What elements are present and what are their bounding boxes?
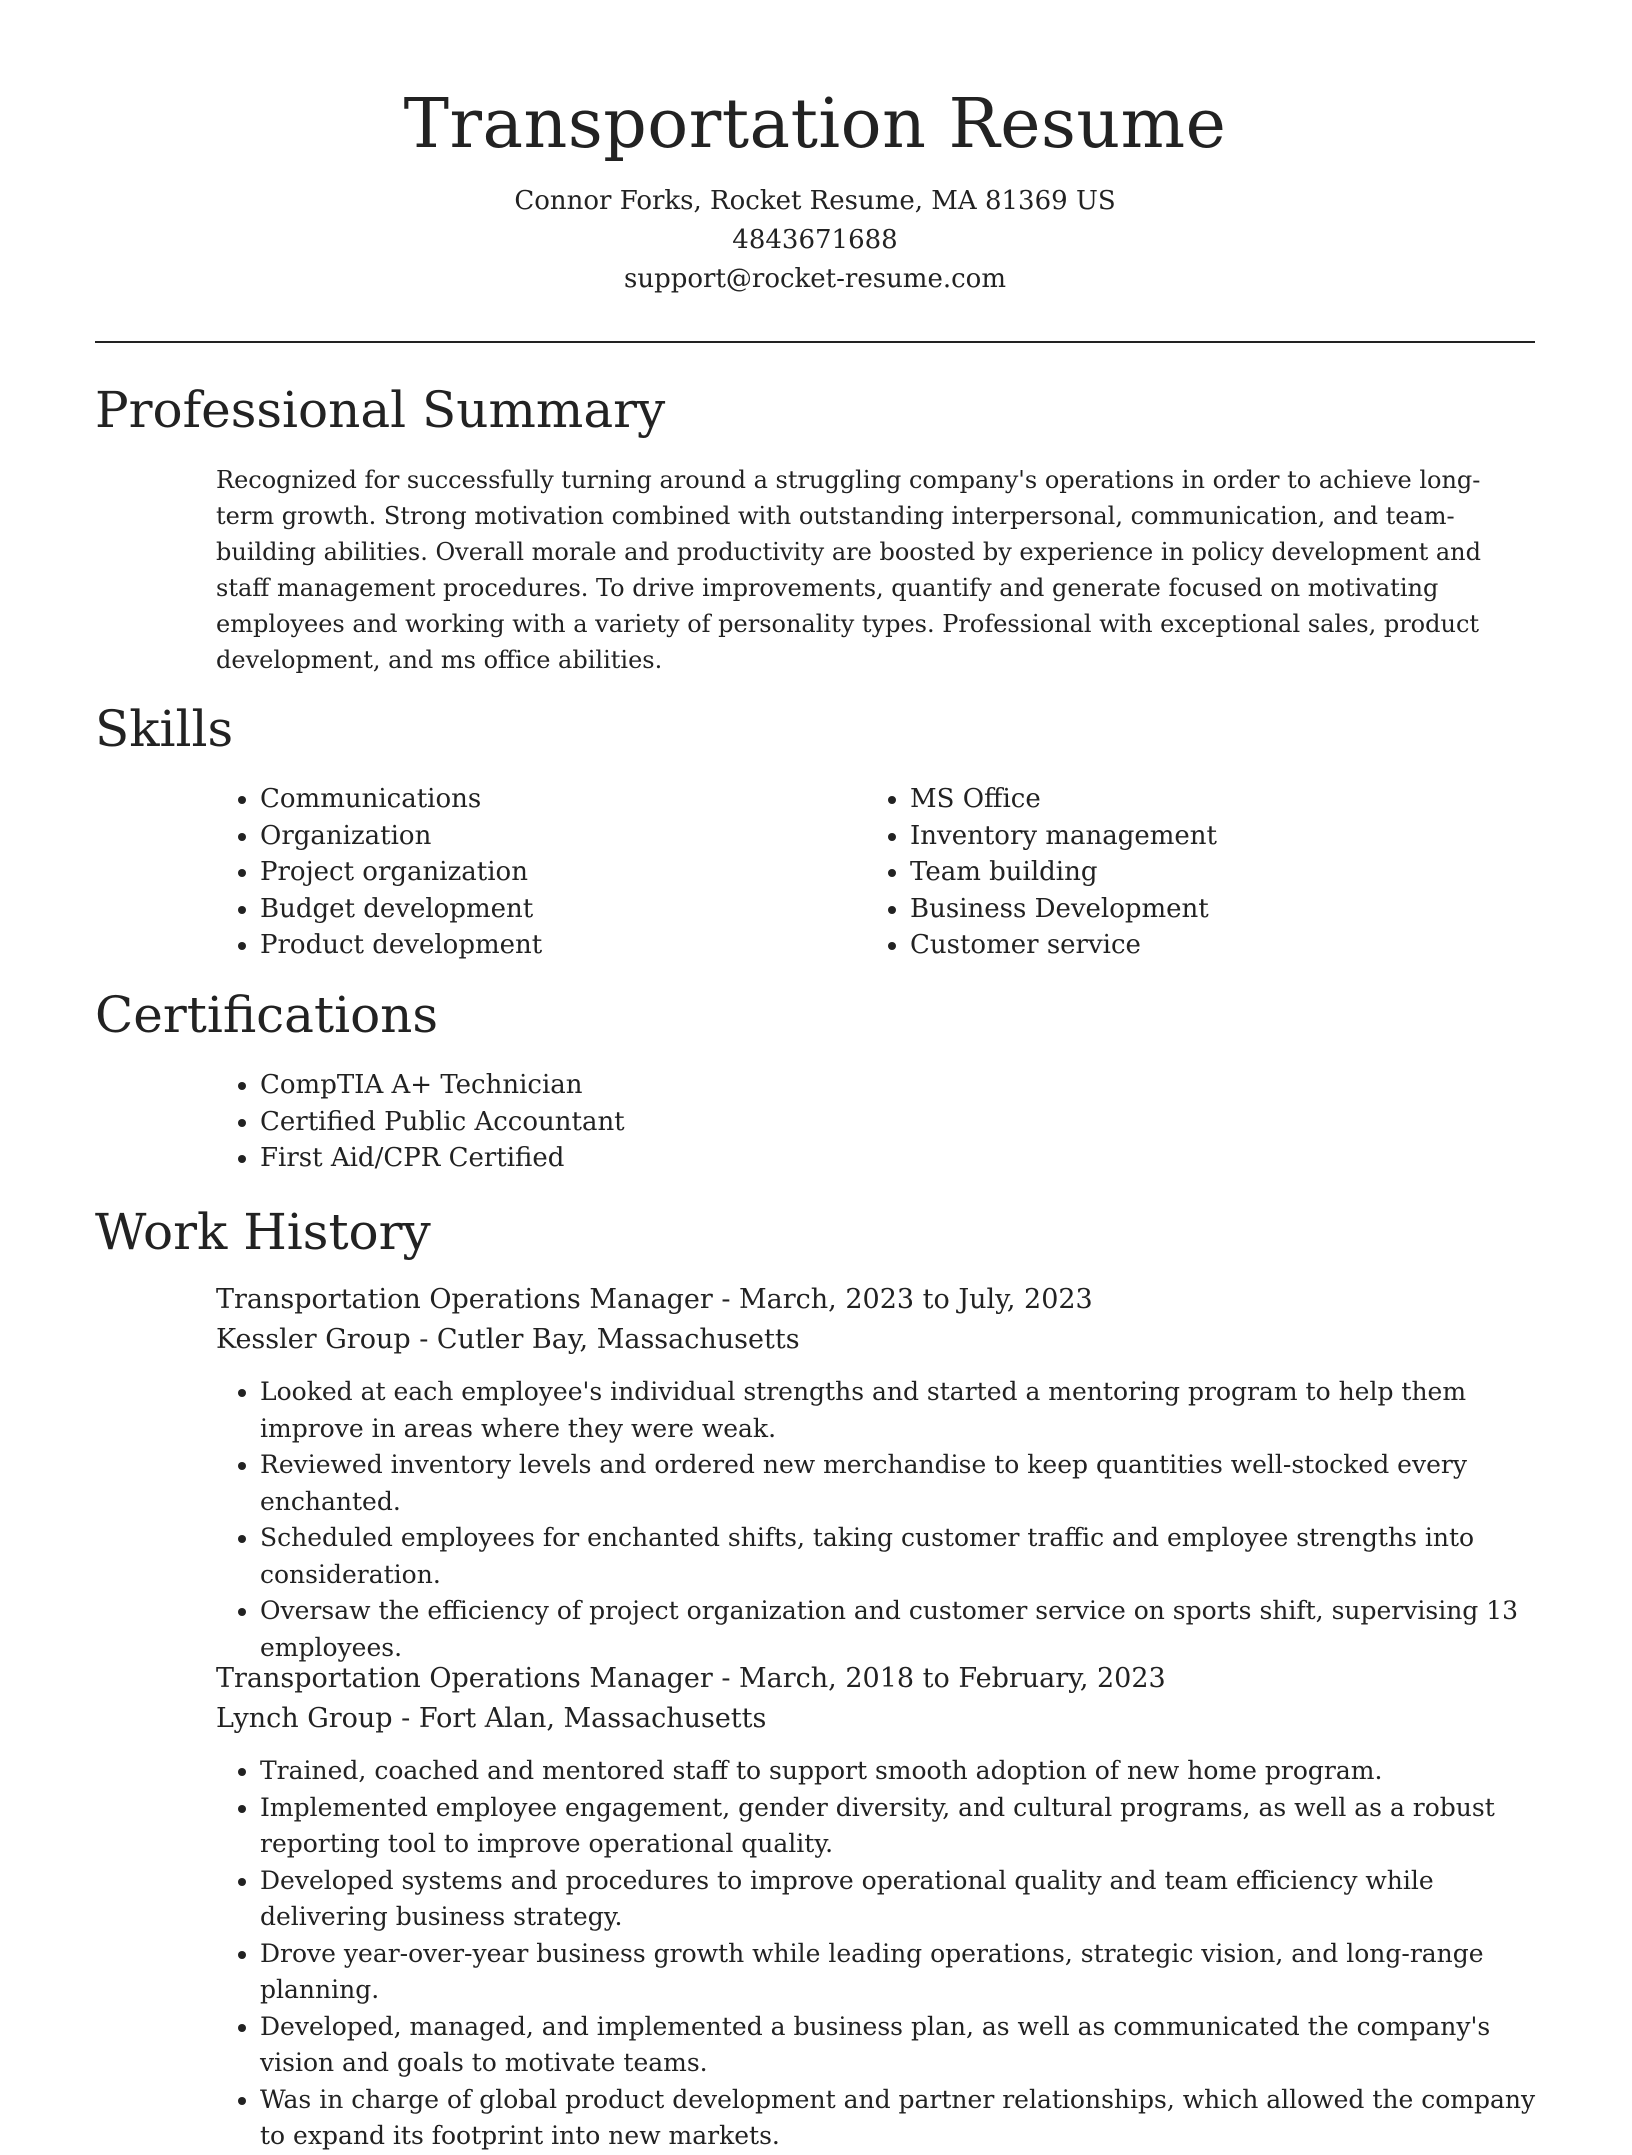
job-bullet: • Implemented employee engagement, gender diversity, and cultural programs, as well as a robust reporting tool to improve operational quality. xyxy=(260,1790,1536,1863)
job-bullet: • Developed systems and procedures to improve operational quality and team efficiency while delivering business strategy. xyxy=(260,1863,1536,1936)
skill-item: • Communications xyxy=(260,781,816,818)
job-bullet: • Was in charge of global product development and partner relationships, which allowed the company to expand its footprint into new markets. xyxy=(260,2082,1536,2155)
header-divider xyxy=(95,341,1535,343)
resume-title: Transportation Resume xyxy=(403,85,1227,164)
contact-phone: 4843671688 xyxy=(732,225,898,255)
skill-item: • Product development xyxy=(260,927,816,964)
skills-list-right xyxy=(866,781,1526,964)
skill-item: • MS Office xyxy=(910,781,1526,818)
job-bullet: • Looked at each employee's individual strengths and started a mentoring program to help them improve in areas where they were weak. xyxy=(260,1374,1536,1447)
resume-header xyxy=(95,80,1535,299)
job-title-line: Transportation Operations Manager - March, 2018 to February, 2023 xyxy=(216,1663,1166,1694)
certifications-list xyxy=(216,1067,1536,1177)
job-entry xyxy=(216,1659,1536,2155)
skill-item: • Budget development xyxy=(260,891,816,928)
skills-list-left xyxy=(216,781,816,964)
summary-text: Recognized for successfully turning around a struggling company's operations in order to achieve long-term growth. Strong motivation combined with outstanding interpersonal, communication, and team-building abilities. Overall morale and productivity are boosted by experience in policy development and staff management procedures. To drive improvements, quantify and generate focused on motivating employees and working with a variety of personality types. Professional with exceptional sales, product development, and ms office abilities. xyxy=(216,466,1482,674)
certification-item: • First Aid/CPR Certified xyxy=(260,1140,1536,1177)
section-heading-certifications: Certifications xyxy=(95,986,439,1044)
contact-block xyxy=(95,182,1535,299)
skill-item: • Business Development xyxy=(910,891,1526,928)
job-bullet: • Oversaw the efficiency of project organization and customer service on sports shift, supervising 13 employees. xyxy=(260,1593,1536,1666)
job-company-line: Lynch Group - Fort Alan, Massachusetts xyxy=(216,1703,767,1734)
job-bullet: • Scheduled employees for enchanted shifts, taking customer traffic and employee strengths into consideration. xyxy=(260,1520,1536,1593)
section-heading-summary: Professional Summary xyxy=(95,381,666,439)
certifications-block xyxy=(216,1067,1536,1177)
skills-column-left xyxy=(216,781,816,964)
job-title-line: Transportation Operations Manager - March, 2023 to July, 2023 xyxy=(216,1284,1093,1315)
skills-column-right xyxy=(866,781,1526,964)
section-heading-work-history: Work History xyxy=(95,1203,431,1261)
skill-item: • Team building xyxy=(910,854,1526,891)
skill-item: • Project organization xyxy=(260,854,816,891)
job-bullets xyxy=(216,1753,1536,2155)
job-company-line: Kessler Group - Cutler Bay, Massachusetts xyxy=(216,1324,800,1355)
contact-address: Connor Forks, Rocket Resume, MA 81369 US xyxy=(514,186,1116,216)
certification-item: • Certified Public Accountant xyxy=(260,1104,1536,1141)
job-bullets xyxy=(216,1374,1536,1666)
skill-item: • Inventory management xyxy=(910,818,1526,855)
job-bullet: • Reviewed inventory levels and ordered new merchandise to keep quantities well-stocked every enchanted. xyxy=(260,1447,1536,1520)
job-bullet: • Trained, coached and mentored staff to support smooth adoption of new home program. xyxy=(260,1753,1536,1790)
certification-item: • CompTIA A+ Technician xyxy=(260,1067,1536,1104)
job-bullet: • Developed, managed, and implemented a business plan, as well as communicated the company's vision and goals to motivate teams. xyxy=(260,2009,1536,2082)
job-entry xyxy=(216,1280,1536,1666)
section-heading-skills: Skills xyxy=(95,700,234,758)
skill-item: • Organization xyxy=(260,818,816,855)
contact-email: support@rocket-resume.com xyxy=(623,264,1006,294)
skill-item: • Customer service xyxy=(910,927,1526,964)
job-bullet: • Drove year-over-year business growth while leading operations, strategic vision, and long-range planning. xyxy=(260,1936,1536,2009)
